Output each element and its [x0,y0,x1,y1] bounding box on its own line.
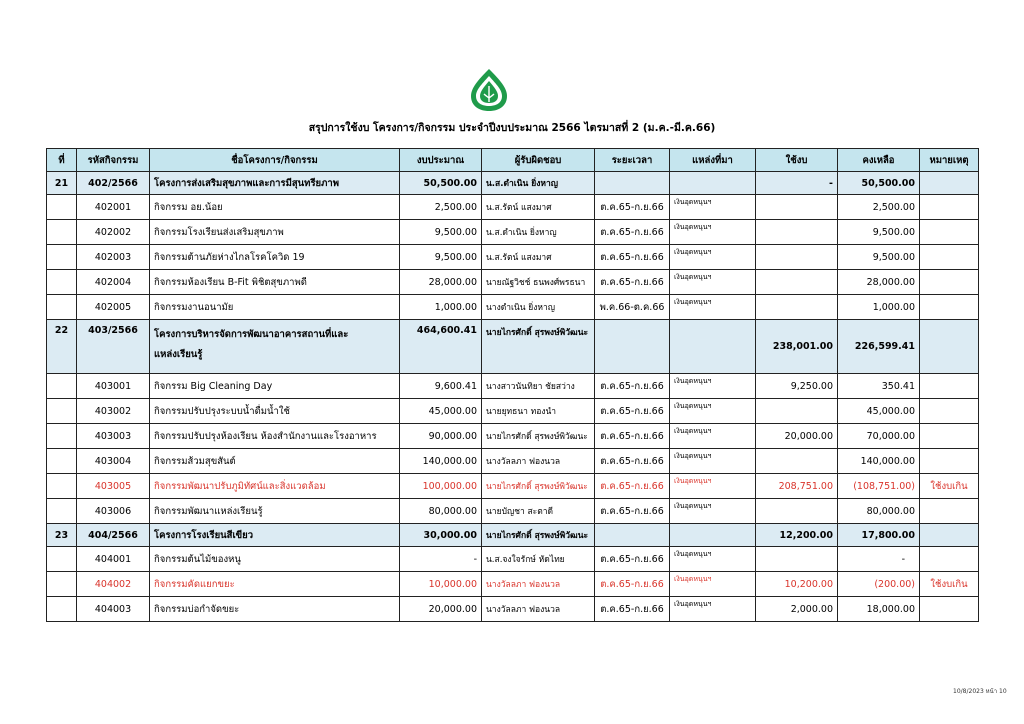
activity-responsible: นายไกรศักดิ์ สุรพงษ์พิวัฒนะ [482,424,595,449]
budget-table [46,148,979,622]
activity-budget: 9,600.41 [400,374,482,399]
activity-note [920,449,979,474]
activity-period: ต.ค.65-ก.ย.66 [595,245,670,270]
activity-used [756,195,838,220]
project-note [920,172,979,195]
activity-budget: 28,000.00 [400,270,482,295]
project-row [47,320,979,374]
activity-code: 402001 [77,195,150,220]
activity-row [47,547,979,572]
activity-responsible: นางดำเนิน ยิ่งหาญ [482,295,595,320]
activity-note [920,547,979,572]
activity-source: เงินอุดหนุนฯ [670,220,756,245]
col-header-remain: คงเหลือ [838,149,920,172]
activity-period: ต.ค.65-ก.ย.66 [595,499,670,524]
col-header-note: หมายเหตุ [920,149,979,172]
activity-row [47,399,979,424]
activity-source: เงินอุดหนุนฯ [670,374,756,399]
activity-responsible: น.ส.จงใจรักษ์ หัดไทย [482,547,595,572]
activity-responsible: นางวัลลภา ฟองนวล [482,449,595,474]
activity-note: ใช้งบเกิน [920,572,979,597]
activity-remain: 28,000.00 [838,270,920,295]
activity-remain: 9,500.00 [838,245,920,270]
project-note [920,524,979,547]
activity-remain: 2,500.00 [838,195,920,220]
project-name: โครงการบริหารจัดการพัฒนาอาคารสถานที่และ [154,329,349,340]
activity-period: ต.ค.65-ก.ย.66 [595,572,670,597]
project-code: 403/2566 [77,320,150,374]
activity-responsible: น.ส.รัตน์ แสงมาศ [482,245,595,270]
activity-code: 403002 [77,399,150,424]
activity-period: ต.ค.65-ก.ย.66 [595,474,670,499]
activity-remain: (200.00) [838,572,920,597]
activity-row [47,449,979,474]
activity-budget: 80,000.00 [400,499,482,524]
activity-name: กิจกรรมบ่อกำจัดขยะ [150,597,400,622]
activity-source: เงินอุดหนุนฯ [670,449,756,474]
activity-code: 402005 [77,295,150,320]
project-period [595,524,670,547]
activity-used: 20,000.00 [756,424,838,449]
activity-row [47,195,979,220]
activity-row [47,597,979,622]
activity-remain: - [838,547,920,572]
activity-period: ต.ค.65-ก.ย.66 [595,424,670,449]
activity-name: กิจกรรมต้านภัยห่างไกลโรคโควิด 19 [150,245,400,270]
activity-responsible: นางวัลลภา ฟองนวล [482,572,595,597]
table-header-row [47,149,979,172]
project-name-line2: แหล่งเรียนรู้ [154,349,203,360]
activity-period: ต.ค.65-ก.ย.66 [595,270,670,295]
activity-used: 208,751.00 [756,474,838,499]
project-note [920,320,979,374]
activity-budget: 1,000.00 [400,295,482,320]
activity-name: กิจกรรมโรงเรียนส่งเสริมสุขภาพ [150,220,400,245]
activity-row [47,424,979,449]
activity-code: 403006 [77,499,150,524]
activity-budget: 90,000.00 [400,424,482,449]
project-source [670,172,756,195]
activity-budget: 9,500.00 [400,245,482,270]
activity-name: กิจกรรมพัฒนาปรับภูมิทัศน์และสิ่งแวดล้อม [150,474,400,499]
project-row [47,524,979,547]
activity-used [756,547,838,572]
activity-remain: 45,000.00 [838,399,920,424]
activity-budget: 9,500.00 [400,220,482,245]
activity-budget: 45,000.00 [400,399,482,424]
activity-used [756,499,838,524]
activity-note [920,499,979,524]
project-source [670,320,756,374]
activity-row [47,220,979,245]
activity-name: กิจกรรมงานอนามัย [150,295,400,320]
page-footer: 10/8/2023 หน้า 10 [953,688,1007,695]
col-header-source: แหล่งที่มา [670,149,756,172]
activity-remain: 140,000.00 [838,449,920,474]
project-used: 12,200.00 [756,524,838,547]
activity-period: ต.ค.65-ก.ย.66 [595,399,670,424]
project-no: 21 [47,172,77,195]
activity-budget: 100,000.00 [400,474,482,499]
activity-note [920,399,979,424]
col-header-responsible: ผู้รับผิดชอบ [482,149,595,172]
activity-period: ต.ค.65-ก.ย.66 [595,220,670,245]
activity-row [47,245,979,270]
project-code: 402/2566 [77,172,150,195]
col-header-budget: งบประมาณ [400,149,482,172]
activity-name: กิจกรรมพัฒนาแหล่งเรียนรู้ [150,499,400,524]
activity-budget: - [400,547,482,572]
activity-row-over-budget [47,474,979,499]
activity-code: 402002 [77,220,150,245]
col-header-period: ระยะเวลา [595,149,670,172]
activity-remain: 350.41 [838,374,920,399]
col-header-name: ชื่อโครงการ/กิจกรรม [150,149,400,172]
activity-responsible: นางวัลลภา ฟองนวล [482,597,595,622]
project-period [595,172,670,195]
activity-name: กิจกรรมห้องเรียน B-Fit พิชิตสุขภาพดี [150,270,400,295]
activity-name: กิจกรรมปรับปรุงห้องเรียน ห้องสำนักงานและโรงอาหาร [150,424,400,449]
activity-used [756,449,838,474]
project-budget: 464,600.41 [400,320,482,374]
activity-responsible: นายบัญชา สะตาดี [482,499,595,524]
project-name: โครงการโรงเรียนสีเขียว [150,524,400,547]
activity-budget: 20,000.00 [400,597,482,622]
activity-code: 403003 [77,424,150,449]
activity-note [920,295,979,320]
project-code: 404/2566 [77,524,150,547]
activity-row [47,270,979,295]
activity-responsible: น.ส.ดำเนิน ยิ่งหาญ [482,220,595,245]
activity-source: เงินอุดหนุนฯ [670,195,756,220]
school-logo [470,68,508,112]
activity-period: พ.ค.66-ต.ค.66 [595,295,670,320]
project-budget: 50,500.00 [400,172,482,195]
activity-remain: 18,000.00 [838,597,920,622]
activity-code: 402004 [77,270,150,295]
activity-source: เงินอุดหนุนฯ [670,295,756,320]
project-name: โครงการส่งเสริมสุขภาพและการมีสุนทรียภาพ [150,172,400,195]
activity-note [920,270,979,295]
activity-remain: (108,751.00) [838,474,920,499]
activity-name: กิจกรรมต้นไม้ของหนู [150,547,400,572]
activity-responsible: นายไกรศักดิ์ สุรพงษ์พิวัฒนะ [482,474,595,499]
activity-note [920,597,979,622]
activity-name: กิจกรรม อย.น้อย [150,195,400,220]
activity-source: เงินอุดหนุนฯ [670,399,756,424]
activity-used: 2,000.00 [756,597,838,622]
activity-source: เงินอุดหนุนฯ [670,245,756,270]
project-budget: 30,000.00 [400,524,482,547]
activity-name: กิจกรรม Big Cleaning Day [150,374,400,399]
activity-source: เงินอุดหนุนฯ [670,424,756,449]
activity-name: กิจกรรมส้วมสุขสันต์ [150,449,400,474]
activity-name: กิจกรรมคัดแยกขยะ [150,572,400,597]
activity-period: ต.ค.65-ก.ย.66 [595,449,670,474]
activity-source: เงินอุดหนุนฯ [670,547,756,572]
activity-budget: 140,000.00 [400,449,482,474]
activity-used [756,220,838,245]
activity-period: ต.ค.65-ก.ย.66 [595,547,670,572]
activity-budget: 10,000.00 [400,572,482,597]
activity-code: 404002 [77,572,150,597]
activity-code: 403004 [77,449,150,474]
activity-source: เงินอุดหนุนฯ [670,474,756,499]
project-no: 23 [47,524,77,547]
project-no: 22 [47,320,77,374]
project-responsible: นายไกรศักดิ์ สุรพงษ์พิวัฒนะ [482,320,595,374]
col-header-used: ใช้งบ [756,149,838,172]
activity-remain: 9,500.00 [838,220,920,245]
activity-remain: 1,000.00 [838,295,920,320]
activity-note [920,195,979,220]
project-remain: 50,500.00 [838,172,920,195]
activity-used [756,245,838,270]
activity-code: 403005 [77,474,150,499]
activity-remain: 70,000.00 [838,424,920,449]
col-header-no: ที่ [47,149,77,172]
activity-responsible: นางสาวนันทิยา ชัยสว่าง [482,374,595,399]
project-source [670,524,756,547]
project-responsible: นายไกรศักดิ์ สุรพงษ์พิวัฒนะ [482,524,595,547]
project-responsible: น.ส.ดำเนิน ยิ่งหาญ [482,172,595,195]
activity-used: 9,250.00 [756,374,838,399]
project-remain: 17,800.00 [838,524,920,547]
activity-row [47,295,979,320]
activity-source: เงินอุดหนุนฯ [670,572,756,597]
activity-note: ใช้งบเกิน [920,474,979,499]
activity-responsible: น.ส.รัตน์ แสงมาศ [482,195,595,220]
project-remain: 226,599.41 [838,320,920,374]
activity-source: เงินอุดหนุนฯ [670,597,756,622]
project-used: 238,001.00 [756,320,838,374]
activity-budget: 2,500.00 [400,195,482,220]
activity-remain: 80,000.00 [838,499,920,524]
activity-period: ต.ค.65-ก.ย.66 [595,374,670,399]
activity-source: เงินอุดหนุนฯ [670,499,756,524]
activity-code: 403001 [77,374,150,399]
activity-row-over-budget [47,572,979,597]
activity-code: 404003 [77,597,150,622]
activity-name: กิจกรรมปรับปรุงระบบน้ำดื่มน้ำใช้ [150,399,400,424]
activity-row [47,499,979,524]
activity-responsible: นายยุทธนา ทองนำ [482,399,595,424]
activity-code: 404001 [77,547,150,572]
activity-row [47,374,979,399]
activity-note [920,220,979,245]
col-header-code: รหัสกิจกรรม [77,149,150,172]
activity-source: เงินอุดหนุนฯ [670,270,756,295]
activity-used [756,399,838,424]
activity-responsible: นายณัฐวิชช์ ธนพงศ์พรธนา [482,270,595,295]
project-used: - [756,172,838,195]
activity-used [756,295,838,320]
activity-period: ต.ค.65-ก.ย.66 [595,195,670,220]
project-row [47,172,979,195]
project-period [595,320,670,374]
activity-note [920,245,979,270]
activity-used [756,270,838,295]
activity-code: 402003 [77,245,150,270]
activity-used: 10,200.00 [756,572,838,597]
activity-note [920,374,979,399]
page-title: สรุปการใช้งบ โครงการ/กิจกรรม ประจำปีงบประมาณ 2566 ไตรมาสที่ 2 (ม.ค.-มี.ค.66) [308,122,716,134]
activity-note [920,424,979,449]
activity-period: ต.ค.65-ก.ย.66 [595,597,670,622]
